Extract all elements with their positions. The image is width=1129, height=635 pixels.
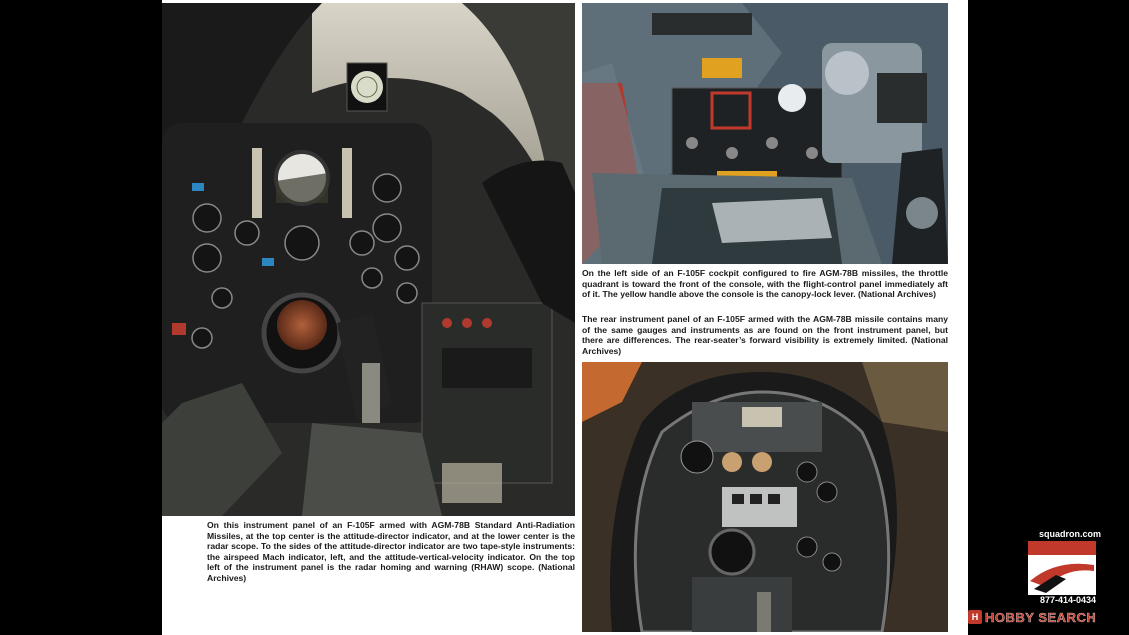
brand-phone: 877-414-0434	[1039, 595, 1097, 605]
hobby-search-text: HOBBY SEARCH	[985, 609, 1097, 625]
brand-url: squadron.com	[1038, 529, 1101, 539]
hobby-search-mark-icon: H	[968, 610, 982, 624]
hobby-search-logo	[968, 607, 1129, 627]
caption-front-instrument-panel: On this instrument panel of an F-105F armed with AGM-78B Standard Anti-Radiation Missiles, at the top center is the attitude-director indicator, and at the lower center is the radar scope. To the sides of the attitude-director indicator are two tape-style instruments: the airspeed Mach indicator, left, and the attitude-vertical-velocity indicator. On the top left of the instrument panel is the radar homing and warning (RHAW) scope. (National Archives)	[207, 520, 575, 583]
squadron-logo-icon	[1026, 541, 1098, 597]
branding-watermark	[968, 525, 1129, 635]
caption-left-console: On the left side of an F-105F cockpit configured to fire AGM-78B missiles, the throttle quadrant is toward the front of the console, with the flight-control panel immediately aft of it. The yellow handle above the console is the canopy-lock lever. (National Archives)	[582, 268, 948, 300]
photo-left-console	[582, 3, 948, 264]
photo-rear-instrument-panel	[582, 362, 948, 632]
photo-front-instrument-panel	[162, 3, 575, 516]
caption-rear-instrument-panel: The rear instrument panel of an F-105F armed with the AGM-78B missile contains many of the same gauges and instruments as are found on the front instrument panel, but there are differences. The rear-seater’s forward visibility is extremely limited. (National Archives)	[582, 314, 948, 356]
